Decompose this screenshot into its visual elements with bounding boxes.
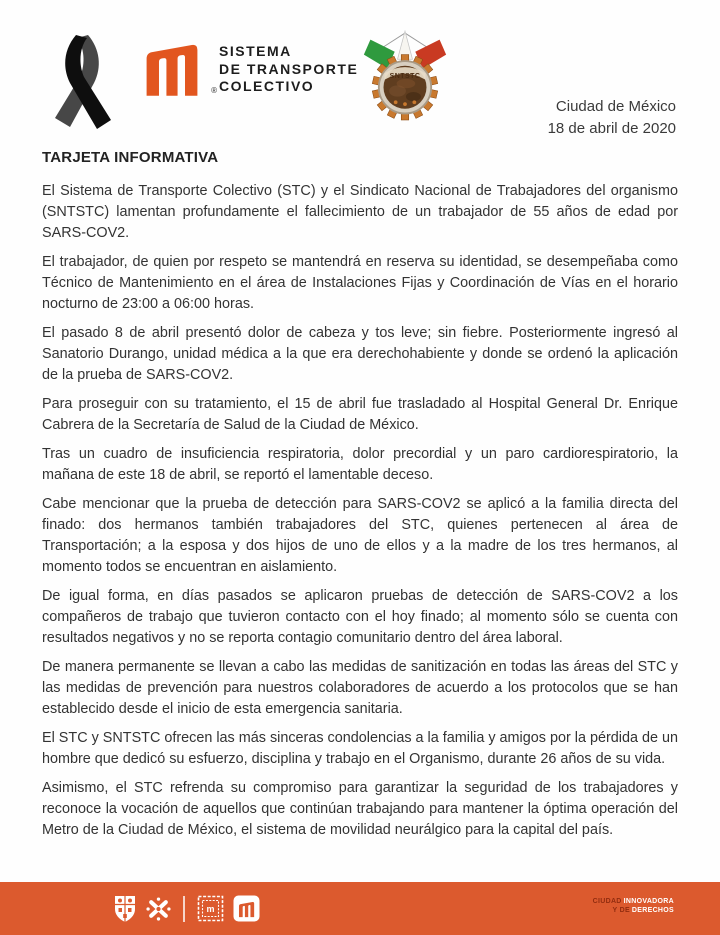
tagline-innovadora: INNOVADORA bbox=[623, 898, 674, 905]
metro-m-icon bbox=[233, 895, 260, 922]
body-paragraph-2: El trabajador, de quien por respeto se mantendrá en reserva su identidad, se desempeñaba como Técnico de Mantenimiento en el área de Instalaciones Fijas y Coordinación de Vías en el horario nocturno de 23:00 a 06:00 horas. bbox=[42, 254, 678, 312]
stc-brand-text bbox=[219, 40, 358, 96]
cdmx-x-logo-icon bbox=[146, 896, 171, 922]
tagline-y-de: Y DE bbox=[612, 907, 630, 914]
footer-logos bbox=[113, 895, 260, 923]
brand-line: COLECTIVO bbox=[219, 78, 315, 94]
cdmx-shield-icon bbox=[113, 895, 137, 923]
brand-line: DE TRANSPORTE bbox=[219, 60, 359, 77]
union-badge-label: SNTSTC bbox=[389, 72, 421, 80]
dateline-place: Ciudad de México bbox=[555, 98, 676, 115]
mourning-ribbon-icon bbox=[50, 33, 114, 130]
body-paragraph-7: De igual forma, en días pasados se aplicaron pruebas de detección de SARS-COV2 a los compañeros de trabajo que tuvieron contacto con el hoy finado; al momento sólo se cuenta con resultados negativos y no se reporta contagio comunitario dentro del área laboral. bbox=[42, 588, 678, 646]
body-paragraph-1: El Sistema de Transporte Colectivo (STC) y el Sindicato Nacional de Trabajadores del organismo (SNTSTC) lamentan profundamente el fallecimiento de un trabajador de 55 años de edad por SARS-COV2. bbox=[42, 183, 678, 241]
aztec-center-glyph: m bbox=[206, 904, 215, 914]
document-body bbox=[42, 149, 678, 849]
dateline bbox=[548, 96, 676, 140]
sntstc-union-badge-icon bbox=[362, 20, 448, 134]
tagline-derechos: DERECHOS bbox=[631, 907, 674, 914]
footer-tagline bbox=[593, 897, 674, 915]
dateline-date: 18 de abril de 2020 bbox=[547, 120, 676, 137]
tagline-ciudad: CIUDAD bbox=[592, 898, 622, 905]
metro-m-logo-icon bbox=[136, 40, 217, 97]
body-paragraph-3: El pasado 8 de abril presentó dolor de cabeza y tos leve; sin fiebre. Posteriormente ingresó al Sanatorio Durango, unidad médica a la que era derechohabiente y donde se ordenó la aplicación de la prueba de SARS-COV2. bbox=[42, 325, 678, 383]
body-paragraph-8: De manera permanente se llevan a cabo las medidas de sanitización en todas las áreas del STC y las medidas de prevención para nuestros colaboradores de acuerdo a los protocolos que se han establecido desde el inicio de esta emergencia sanitaria. bbox=[42, 659, 678, 717]
body-paragraph-5: Tras un cuadro de insuficiencia respiratoria, dolor precordial y un paro cardiorespiratorio, la mañana de este 18 de abril, se reportó el lamentable deceso. bbox=[42, 446, 678, 483]
footer-divider bbox=[183, 896, 185, 922]
registered-trademark: ® bbox=[211, 86, 217, 95]
page-title: TARJETA INFORMATIVA bbox=[42, 149, 219, 166]
footer-bar bbox=[0, 882, 720, 935]
stc-brand bbox=[136, 40, 358, 97]
brand-line: SISTEMA bbox=[219, 43, 292, 59]
body-paragraph-10: Asimismo, el STC refrenda su compromiso para garantizar la seguridad de los trabajadores y reconoce la vocación de aquellos que continúan trabajando para mantener la óptima operación del Metro de la Ciudad de México, el sistema de movilidad neurálgico para la capital del país. bbox=[42, 780, 678, 838]
body-paragraph-9: El STC y SNTSTC ofrecen las más sinceras condolencias a la familia y amigos por la pérdida de un hombre que dedicó su esfuerzo, disciplina y trabajo en el Organismo, durante 26 años de su vida. bbox=[42, 730, 678, 767]
body-paragraph-6: Cabe mencionar que la prueba de detección para SARS-COV2 se aplicó a la familia directa del finado: dos hermanos también trabajadores del STC, quienes pertenecen al área de Transportación; a la esposa y dos hijos de uno de ellos y a la madre de los tres hermanos, al momento todos se encuentran en aislamiento. bbox=[42, 496, 678, 575]
aztec-pattern-icon bbox=[197, 895, 224, 922]
body-paragraph-4: Para proseguir con su tratamiento, el 15 de abril fue trasladado al Hospital General Dr. Enrique Cabrera de la Secretaría de Salud de la Ciudad de México. bbox=[42, 396, 678, 433]
